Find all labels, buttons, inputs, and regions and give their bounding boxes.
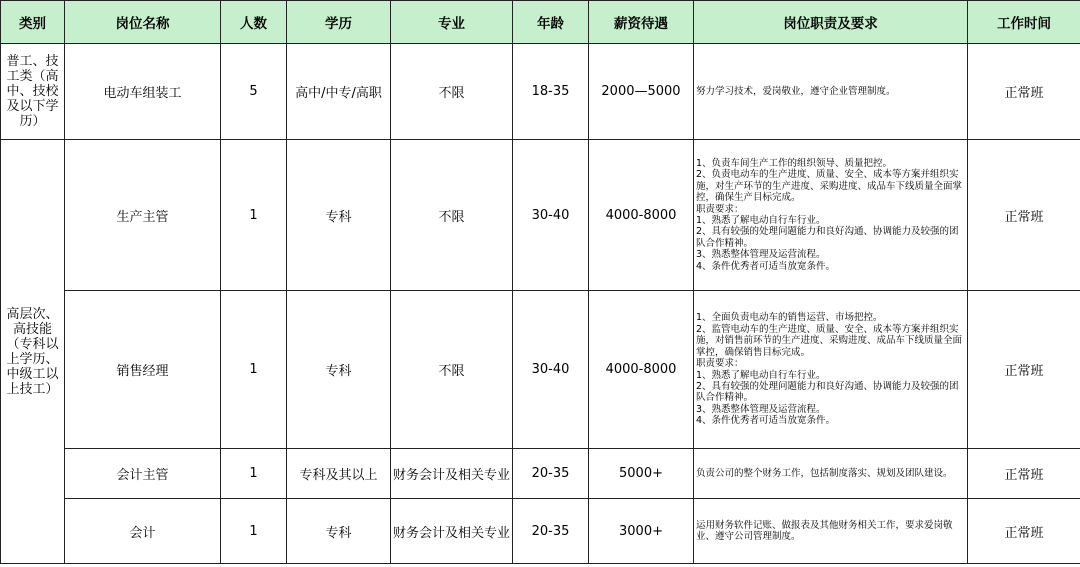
cell-duties: 努力学习技术，爱岗敬业，遵守企业管理制度。 (694, 44, 968, 140)
cell-age: 30-40 (513, 140, 589, 291)
cell-count: 1 (221, 140, 287, 291)
cell-position: 会计 (65, 499, 221, 564)
cell-hours: 正常班 (968, 140, 1080, 291)
cell-major: 财务会计及相关专业 (391, 499, 513, 564)
cell-education: 高中/中专/高职 (287, 44, 391, 140)
cell-count: 1 (221, 499, 287, 564)
cell-age: 20-35 (513, 499, 589, 564)
table-row (1, 449, 1080, 499)
cell-duties: 运用财务软件记账、做报表及其他财务相关工作，要求爱岗敬业、遵守公司管理制度。 (694, 499, 968, 564)
header-age: 年龄 (513, 1, 589, 44)
header-category: 类别 (1, 1, 65, 44)
cell-major: 不限 (391, 44, 513, 140)
cell-duties: 1、全面负责电动车的销售运营、市场把控。 2、监管电动车的生产进度、质量、安全、成本等方案并组织实施，对销售前环节的生产进度、采购进度、成品车下线质量全面掌控，确保销售目标完成。 职责要求： 1、熟悉了解电动自行车行业。 2、具有较强的处理问题能力和良好沟通、协调能力及较强的团队合作精神。 3、熟悉整体管理及运营流程。 4、条件优秀者可适当放宽条件。 (694, 291, 968, 449)
cell-hours: 正常班 (968, 499, 1080, 564)
cell-count: 5 (221, 44, 287, 140)
cell-hours: 正常班 (968, 291, 1080, 449)
cell-duties: 1、负责车间生产工作的组织领导、质量把控。 2、负责电动车的生产进度、质量、安全、成本等方案并组织实施，对生产环节的生产进度、采购进度、成品车下线质量全面掌控，确保生产目标完成。 职责要求： 1、熟悉了解电动自行车行业。 2、具有较强的处理问题能力和良好沟通、协调能力及较强的团队合作精神。 3、熟悉整体管理及运营流程。 4、条件优秀者可适当放宽条件。 (694, 140, 968, 291)
cell-major: 不限 (391, 140, 513, 291)
cell-salary: 5000+ (589, 449, 694, 499)
cell-education: 专科 (287, 140, 391, 291)
table-row (1, 140, 1080, 291)
header-major: 专业 (391, 1, 513, 44)
cell-salary: 4000-8000 (589, 140, 694, 291)
cell-position: 销售经理 (65, 291, 221, 449)
table-row (1, 44, 1080, 140)
cell-position: 会计主管 (65, 449, 221, 499)
header-count: 人数 (221, 1, 287, 44)
cell-education: 专科 (287, 291, 391, 449)
header-duties: 岗位职责及要求 (694, 1, 968, 44)
table-row (1, 291, 1080, 449)
header-hours: 工作时间 (968, 1, 1080, 44)
cell-duties: 负责公司的整个财务工作，包括制度落实、规划及团队建设。 (694, 449, 968, 499)
cell-age: 18-35 (513, 44, 589, 140)
category-senior: 高层次、高技能（专科以上学历、中级工以上技工） (1, 140, 65, 564)
header-row (1, 1, 1080, 44)
table-row (1, 499, 1080, 564)
cell-count: 1 (221, 449, 287, 499)
cell-education: 专科 (287, 499, 391, 564)
header-salary: 薪资待遇 (589, 1, 694, 44)
cell-position: 生产主管 (65, 140, 221, 291)
cell-hours: 正常班 (968, 449, 1080, 499)
header-position: 岗位名称 (65, 1, 221, 44)
cell-major: 不限 (391, 291, 513, 449)
cell-count: 1 (221, 291, 287, 449)
category-general: 普工、技工类（高中、技校及以下学历） (1, 44, 65, 140)
cell-salary: 4000-8000 (589, 291, 694, 449)
cell-age: 30-40 (513, 291, 589, 449)
cell-major: 财务会计及相关专业 (391, 449, 513, 499)
cell-position: 电动车组装工 (65, 44, 221, 140)
cell-education: 专科及其以上 (287, 449, 391, 499)
cell-age: 20-35 (513, 449, 589, 499)
cell-salary: 2000—5000 (589, 44, 694, 140)
cell-salary: 3000+ (589, 499, 694, 564)
header-education: 学历 (287, 1, 391, 44)
cell-hours: 正常班 (968, 44, 1080, 140)
